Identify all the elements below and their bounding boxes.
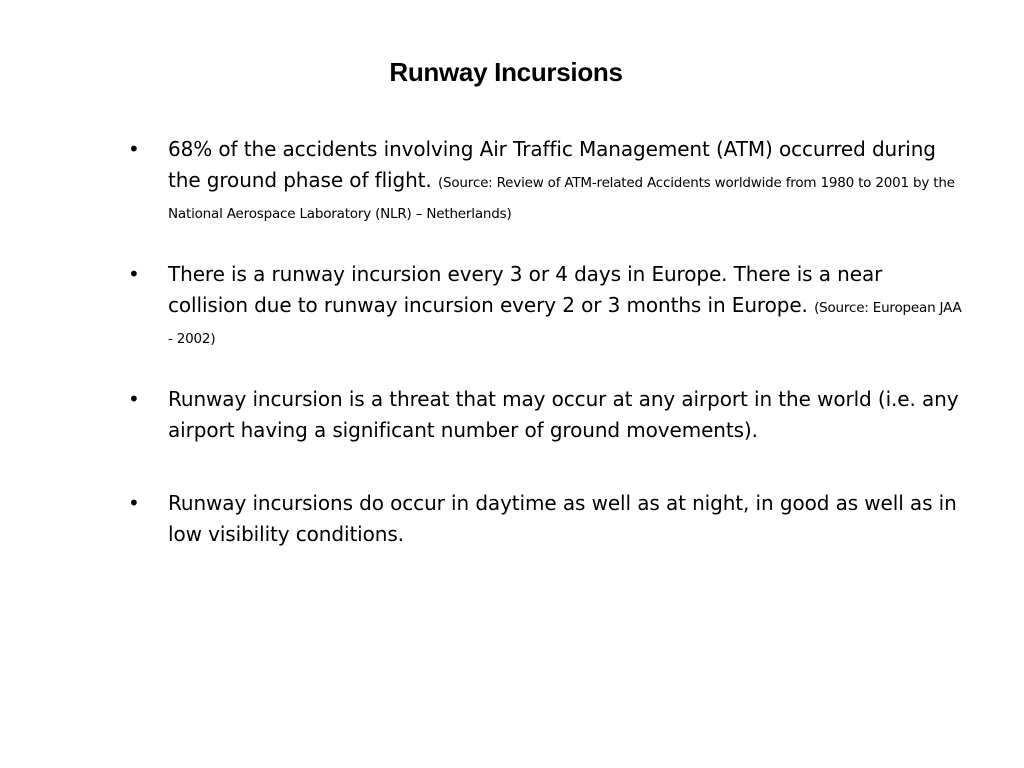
bullet-item	[128, 259, 968, 352]
bullet-icon: •	[128, 262, 140, 286]
bullet-item	[128, 488, 968, 550]
bullet-icon: •	[128, 137, 140, 161]
bullet-item	[128, 384, 968, 446]
bullet-text: There is a runway incursion every 3 or 4 days in Europe. There is a near collision due to runway incursion every 2 or 3 months in Europe.	[168, 262, 883, 317]
slide-title: Runway Incursions	[389, 57, 623, 87]
bullet-icon: •	[128, 387, 140, 411]
bullet-text: Runway incursions do occur in daytime as well as at night, in good as well as in low visibility conditions.	[168, 491, 957, 546]
bullet-text: Runway incursion is a threat that may occur at any airport in the world (i.e. any airport having a significant number of ground movements).	[168, 387, 959, 442]
bullet-icon: •	[128, 491, 140, 515]
bullet-source: (Source: European JAA - 2002)	[168, 300, 962, 347]
bullet-list	[128, 134, 968, 550]
bullet-text: 68% of the accidents involving Air Traffic Management (ATM) occurred during the ground phase of flight.	[168, 137, 936, 192]
bullet-source: (Source: Review of ATM-related Accidents worldwide from 1980 to 2001 by the National Aerospace Laboratory (NLR) – Netherlands)	[168, 175, 955, 222]
bullet-item	[128, 134, 968, 227]
